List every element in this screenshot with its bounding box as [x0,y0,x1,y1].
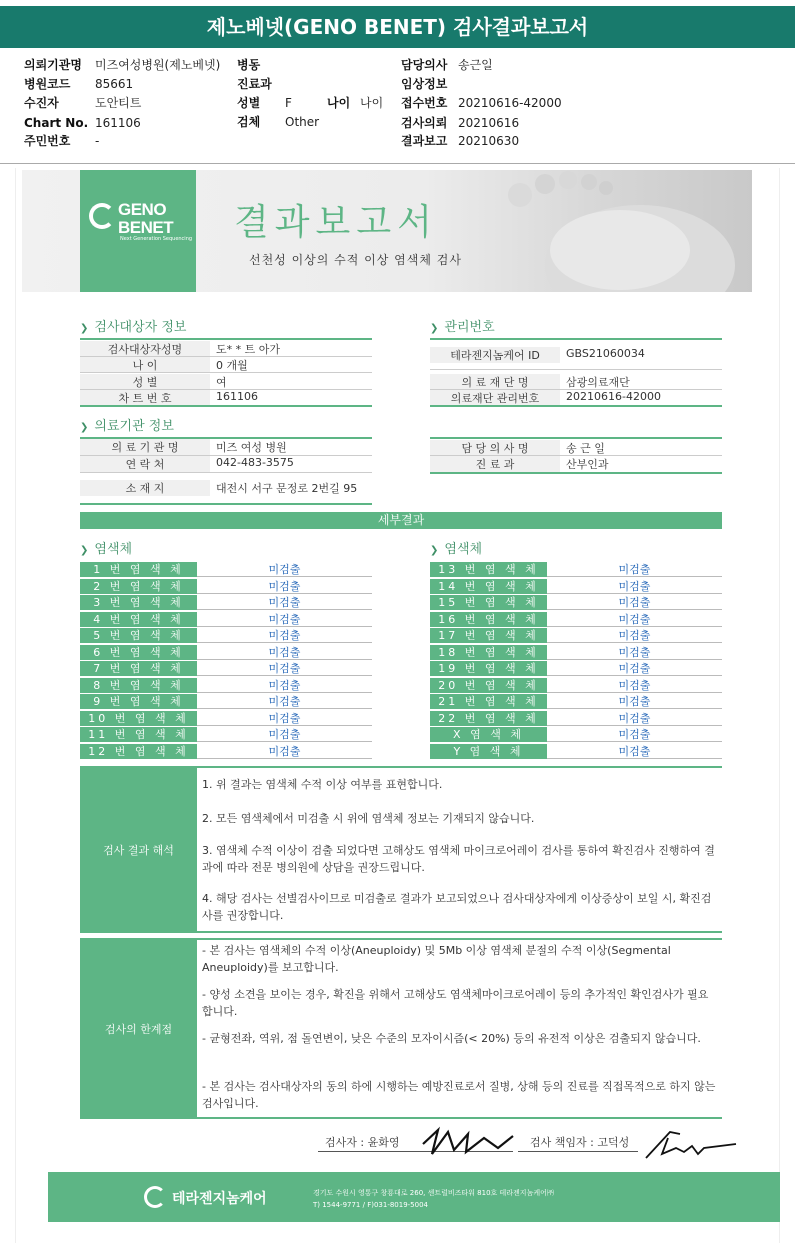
section-heading-text: 의료기관 정보 [94,419,174,434]
section-heading-chromosome [430,538,482,557]
section-heading-text: 관리번호 [444,320,495,335]
limitations-label: 검사의 한계점 [80,940,197,1117]
info-row [80,439,372,453]
genobenet-logo [80,170,196,292]
chromosome-row [430,744,722,759]
meta-value: 나이 [360,96,384,110]
chromosome-label: 13 번 염 색 체 [430,562,547,577]
divider [430,472,722,474]
divider [80,405,372,407]
chromosome-label: X 염 색 체 [430,727,547,742]
meta-value: 20210630 [458,134,520,148]
meta-value: 20210616 [458,116,520,130]
chromosome-label: 1 번 염 색 체 [80,562,197,577]
info-value: 042-483-3575 [216,456,294,469]
info-label: 의 료 기 관 명 [80,439,210,455]
signature-line [518,1151,638,1152]
chromosome-label: 3 번 염 색 체 [80,595,197,610]
meta-label: 담당의사 [401,58,448,72]
chromosome-row [430,645,722,660]
chromosome-result: 미검출 [197,595,372,610]
chromosome-row [80,628,372,643]
divider [80,372,372,373]
meta-label: 임상정보 [401,77,448,91]
chromosome-result: 미검출 [197,661,372,676]
chromosome-result: 미검출 [547,579,722,594]
interpretation-paragraph: 4. 해당 검사는 선별검사이므로 미검출로 결과가 보고되었으나 검사대상자에게 이상증상이 보일 시, 확진검사를 권장합니다. [202,892,712,922]
chromosome-row [430,579,722,594]
request-meta [0,52,795,164]
chromosome-result: 미검출 [197,579,372,594]
chromosome-label: 9 번 염 색 체 [80,694,197,709]
chromosome-result: 미검출 [197,612,372,627]
chromosome-label: 22 번 염 색 체 [430,711,547,726]
meta-label: 접수번호 [401,96,448,110]
supervisor-signature-label: 검사 책임자 : 고덕성 [530,1136,630,1149]
info-row [80,480,372,494]
chromosome-row [80,595,372,610]
section-heading-text: 검사대상자 정보 [94,320,187,335]
arrow-icon: ❯ [430,323,439,334]
info-label: 검사대상자성명 [80,341,210,357]
chromosome-label: 4 번 염 색 체 [80,612,197,627]
company-footer [48,1172,780,1222]
info-label: 연 락 처 [80,456,210,472]
theragen-logo-icon [144,1186,166,1208]
info-label: 소 재 지 [80,480,210,496]
chromosome-row [80,744,372,759]
chromosome-row [80,694,372,709]
section-heading-management [430,316,495,335]
detail-results-band: 세부결과 [80,512,722,529]
phone-line: T) 1544-9771 / F)031-8019-5004 [313,1201,428,1209]
chromosome-row [430,661,722,676]
meta-label: 병동 [237,58,261,72]
logo-tagline: Next Generation Sequencing [120,236,193,242]
arrow-icon: ❯ [80,545,89,556]
info-label: 차 트 번 호 [80,390,210,406]
interpretation-label: 검사 결과 해석 [80,768,197,931]
divider [430,405,722,407]
info-label: 진 료 과 [430,456,560,472]
info-row [80,390,372,404]
section-heading-text: 염색체 [444,542,483,557]
info-value: 대전시 서구 문정로 2번길 95 [216,482,358,495]
chromosome-label: 20 번 염 색 체 [430,678,547,693]
chromosome-row [80,562,372,577]
info-row [430,440,722,454]
logo-text: GENO [118,200,167,219]
chromosome-result: 미검출 [547,645,722,660]
chromosome-result: 미검출 [197,711,372,726]
meta-value: 20210616-42000 [458,96,562,110]
baby-foot-image [490,170,752,292]
info-row [430,374,722,388]
supervisor-signature-image [640,1124,740,1164]
info-value: GBS21060034 [566,347,645,360]
info-value: 여 [216,376,227,389]
meta-label: 검사의뢰 [401,116,448,130]
section-heading-institution [80,415,174,434]
info-row [430,390,722,404]
interpretation-paragraph: 1. 위 결과는 염색체 수적 이상 여부를 표현합니다. [202,778,443,791]
meta-label: Chart No. [24,116,89,130]
arrow-icon: ❯ [80,422,89,433]
chromosome-result: 미검출 [547,562,722,577]
meta-value: 미즈여성병원(제노베넷) [95,58,221,72]
info-label: 테라젠지놈케어 ID [430,347,560,363]
info-value: 미즈 여성 병원 [216,441,287,454]
info-row [430,456,722,470]
info-value: 161106 [216,390,258,403]
chromosome-result: 미검출 [197,727,372,742]
company-address [313,1187,554,1211]
info-value: 0 개월 [216,359,248,372]
meta-value: 도안티트 [95,96,142,110]
meta-value: F [285,96,292,110]
chromosome-result: 미검출 [547,628,722,643]
report-subtitle: 선천성 이상의 수적 이상 염색체 검사 [249,253,462,267]
chromosome-result: 미검출 [197,694,372,709]
chromosome-row [80,678,372,693]
chromosome-result: 미검출 [547,744,722,759]
chromosome-row [80,727,372,742]
logo-text: BENET [118,218,174,237]
chromosome-label: 18 번 염 색 체 [430,645,547,660]
limitations-paragraph: - 양성 소견을 보이는 경우, 확진을 위해서 고해상도 염색체마이크로어레이 등의 추가적인 확인검사가 필요합니다. [202,988,709,1018]
divider [80,338,372,340]
meta-value: 85661 [95,77,134,91]
chromosome-label: 15 번 염 색 체 [430,595,547,610]
chromosome-row [80,612,372,627]
divider [80,503,372,505]
meta-label: 진료과 [237,77,272,91]
limitations-paragraph: - 본 검사는 검사대상자의 동의 하에 시행하는 예방진료로서 질병, 상해 등의 진료를 직접목적으로 하지 않는 검사입니다. [202,1080,716,1110]
meta-label: 병원코드 [24,77,71,91]
tester-signature-image [418,1124,518,1160]
info-label: 나 이 [80,357,210,373]
chromosome-row [430,678,722,693]
meta-label: 주민번호 [24,134,71,148]
info-row [80,357,372,371]
meta-value: Other [285,115,320,129]
chromosome-result: 미검출 [547,678,722,693]
chromosome-label: 5 번 염 색 체 [80,628,197,643]
info-label: 의료재단 관리번호 [430,390,560,406]
chromosome-row [430,628,722,643]
chromosome-result: 미검출 [197,628,372,643]
section-heading-subject [80,316,186,335]
chromosome-result: 미검출 [547,595,722,610]
chromosome-result: 미검출 [197,562,372,577]
chromosome-row [430,595,722,610]
chromosome-row [430,562,722,577]
info-value: 산부인과 [566,458,609,471]
limitations-box [80,938,722,1119]
chromosome-result: 미검출 [197,744,372,759]
chromosome-result: 미검출 [197,645,372,660]
company-name: 테라젠지놈케어 [172,1191,267,1207]
section-heading-text: 염색체 [94,542,133,557]
chromosome-label: 17 번 염 색 체 [430,628,547,643]
chromosome-row [80,645,372,660]
chromosome-label: 6 번 염 색 체 [80,645,197,660]
genobenet-g-icon [89,203,115,229]
info-value: 삼광의료재단 [566,376,630,389]
info-value: 도* * 트 아가 [216,343,280,356]
divider [430,338,722,340]
tester-signature-label: 검사자 : 윤화영 [325,1136,400,1149]
meta-label: 나이 [327,96,351,110]
chromosome-label: 16 번 염 색 체 [430,612,547,627]
chromosome-row [80,711,372,726]
chromosome-result: 미검출 [547,711,722,726]
info-row [80,456,372,470]
chromosome-row [430,612,722,627]
info-label: 성 별 [80,374,210,390]
chromosome-label: 12 번 염 색 체 [80,744,197,759]
info-label: 담 당 의 사 명 [430,440,560,456]
meta-value: - [95,134,100,148]
divider [430,369,722,370]
chromosome-result: 미검출 [547,661,722,676]
meta-value: 161106 [95,116,141,130]
interpretation-box [80,766,722,933]
chromosome-label: 7 번 염 색 체 [80,661,197,676]
divider [430,437,722,439]
limitations-paragraph: - 본 검사는 염색체의 수적 이상(Aneuploidy) 및 5Mb 이상 염색체 분절의 수적 이상(Segmental Aneuploidy)를 보고합니다. [202,944,671,974]
chromosome-result: 미검출 [547,612,722,627]
chromosome-row [430,727,722,742]
interpretation-paragraph: 3. 염색체 수적 이상이 검출 되었다면 고해상도 염색체 마이크로어레이 검사를 통하여 확진검사 진행하여 결과에 따라 전문 병의원에 상담을 권장드립니다. [202,844,715,874]
meta-label: 결과보고 [401,134,448,148]
chromosome-row [430,711,722,726]
meta-label: 수진자 [24,96,59,110]
section-heading-chromosome [80,538,132,557]
chromosome-result: 미검출 [547,727,722,742]
meta-value: 송근일 [458,58,493,72]
chromosome-row [80,579,372,594]
meta-label: 성별 [237,96,261,110]
report-header-title: 제노베넷(GENO BENET) 검사결과보고서 [0,6,795,48]
info-value: 송 근 일 [566,442,605,455]
arrow-icon: ❯ [430,545,439,556]
chromosome-label: 19 번 염 색 체 [430,661,547,676]
arrow-icon: ❯ [80,323,89,334]
divider [80,472,372,473]
info-label: 의 료 재 단 명 [430,374,560,390]
chromosome-label: 2 번 염 색 체 [80,579,197,594]
chromosome-label: 21 번 염 색 체 [430,694,547,709]
interpretation-paragraph: 2. 모든 염색체에서 미검출 시 위에 염색체 정보는 기재되지 않습니다. [202,812,535,825]
info-value: 20210616-42000 [566,390,661,403]
chromosome-label: Y 염 색 체 [430,744,547,759]
meta-label: 검체 [237,115,261,129]
info-row [80,341,372,355]
chromosome-row [430,694,722,709]
chromosome-row [80,661,372,676]
meta-label: 의뢰기관명 [24,58,82,72]
address-line: 경기도 수원시 영통구 창룡대로 260, 센트럴비즈타워 810호 테라젠지놈케어㈜ [313,1189,554,1197]
chromosome-result: 미검출 [547,694,722,709]
chromosome-label: 11 번 염 색 체 [80,727,197,742]
info-row [80,374,372,388]
chromosome-result: 미검출 [197,678,372,693]
report-title: 결과보고서 [234,202,438,243]
chromosome-label: 8 번 염 색 체 [80,678,197,693]
chromosome-label: 10 번 염 색 체 [80,711,197,726]
chromosome-label: 14 번 염 색 체 [430,579,547,594]
limitations-paragraph: - 균형전좌, 역위, 점 돌연변이, 낮은 수준의 모자이시즘(< 20%) 등의 유전적 이상은 검출되지 않습니다. [202,1032,701,1045]
info-row [430,347,722,361]
